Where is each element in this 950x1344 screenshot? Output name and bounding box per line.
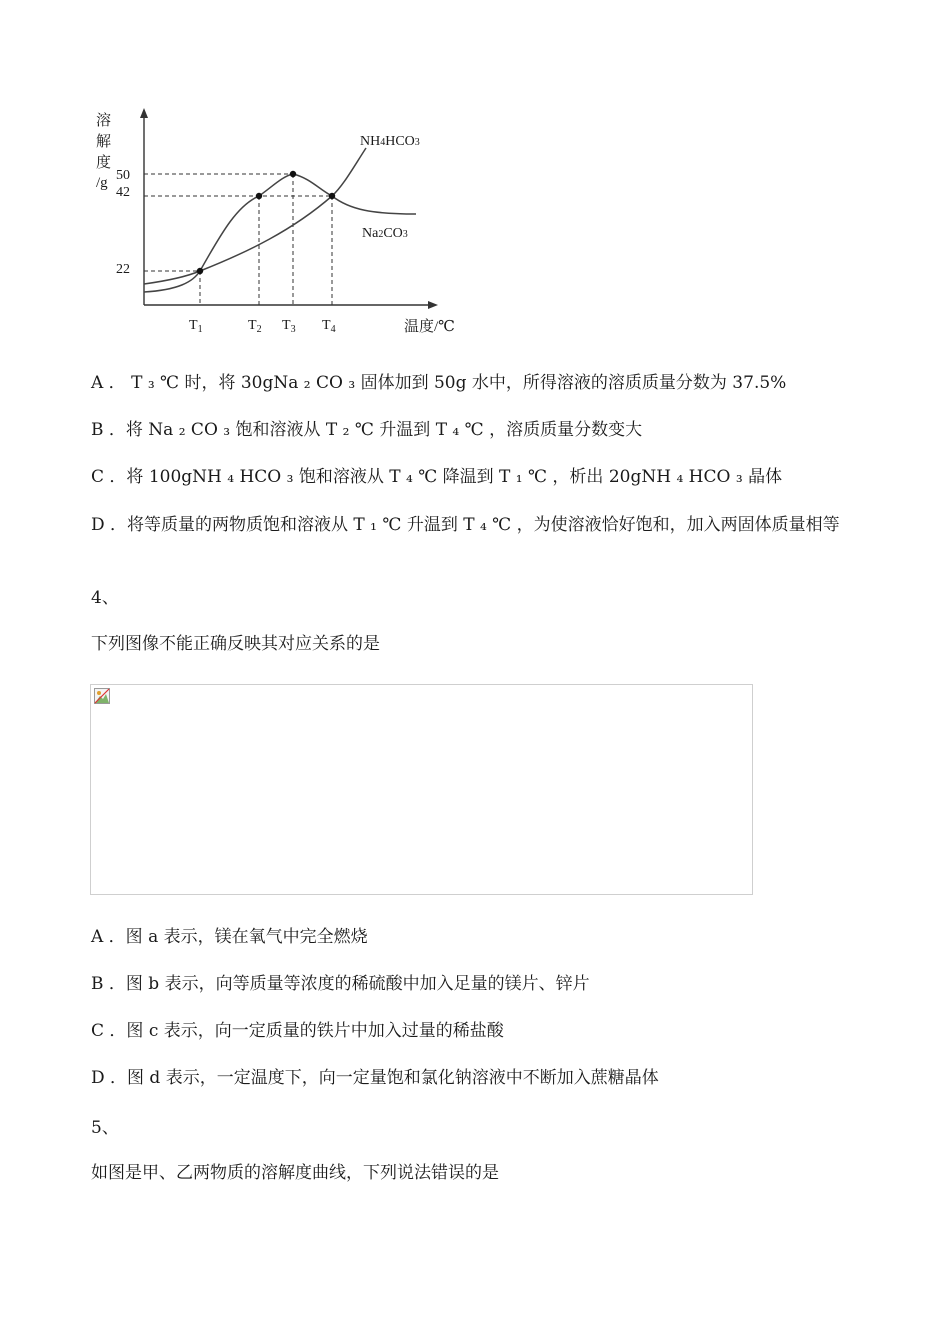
x-tick-t3: $T_3$ <box>282 318 296 335</box>
point-t4-42 <box>329 193 335 199</box>
q4-stem: 下列图像不能正确反映其对应关系的是 <box>91 634 380 654</box>
q4-option-a: A ．图 a 表示，镁在氧气中完全燃烧 <box>91 927 368 947</box>
x-axis-label: 温度/℃ <box>404 319 455 335</box>
sub-3b: 3 <box>402 229 408 240</box>
y-axis-arrow <box>140 108 148 118</box>
y-tick-42: 42 <box>116 185 130 200</box>
q5-number: 5、 <box>91 1118 119 1138</box>
x-tick-t3-sub: 3 <box>290 324 296 335</box>
q3-option-a: A ． T ₃ ℃ 时，将 30gNa ₂ CO ₃ 固体加到 50g 水中，所得溶液的溶质质量分数为 37.5% <box>91 373 787 393</box>
ylabel-char-3: 度 <box>96 155 112 171</box>
sub-3: 3 <box>414 137 420 148</box>
y-tick-50: 50 <box>116 168 130 183</box>
ylabel-char-4: /g <box>96 175 108 191</box>
q4-option-c: C ．图 c 表示，向一定质量的铁片中加入过量的稀盐酸 <box>91 1021 504 1041</box>
x-tick-t4: $T_4$ <box>322 318 336 335</box>
q4-figure-placeholder <box>90 684 753 895</box>
q4-number: 4、 <box>91 588 119 608</box>
x-tick-t1-sub: 1 <box>197 324 203 335</box>
ylabel-char-2: 解 <box>96 134 112 150</box>
x-tick-t2-sub: 2 <box>256 324 262 335</box>
x-tick-t1: $T_1$ <box>189 318 203 335</box>
q5-stem: 如图是甲、乙两物质的溶解度曲线，下列说法错误的是 <box>91 1163 499 1183</box>
x-tick-t4-sub: 4 <box>330 324 336 335</box>
x-axis-arrow <box>428 301 438 309</box>
q4-option-b: B ．图 b 表示，向等质量等浓度的稀硫酸中加入足量的镁片、锌片 <box>91 974 590 994</box>
guide-lines <box>144 174 332 305</box>
q3-option-c: C ．将 100gNH ₄ HCO ₃ 饱和溶液从 T ₄ ℃ 降温到 T ₁ ℃ ，析出 20gNH ₄ HCO ₃ 晶体 <box>91 467 783 487</box>
point-t2-42 <box>256 193 262 199</box>
series-label-nh4hco3: NH4HCO3 <box>360 134 420 149</box>
point-t1-22 <box>197 268 203 274</box>
solubility-chart-svg <box>88 100 468 340</box>
q3-option-b: B ．将 Na ₂ CO ₃ 饱和溶液从 T ₂ ℃ 升温到 T ₄ ℃ ，溶质质量分数变大 <box>91 420 643 440</box>
y-tick-22: 22 <box>116 262 130 277</box>
point-t3-50 <box>290 171 296 177</box>
ylabel-char-1: 溶 <box>96 113 112 129</box>
sub-4: 4 <box>380 137 386 148</box>
series-label-na2co3: Na2CO3 <box>362 226 408 241</box>
q4-option-d: D ．图 d 表示，一定温度下，向一定量饱和氯化钠溶液中不断加入蔗糖晶体 <box>91 1068 659 1088</box>
curve-nh4hco3 <box>144 148 366 284</box>
broken-image-icon <box>94 688 110 704</box>
x-tick-t2: $T_2$ <box>248 318 262 335</box>
q3-option-d: D ．将等质量的两物质饱和溶液从 T ₁ ℃ 升温到 T ₄ ℃ ，为使溶液恰好饱和，加入两固体质量相等 <box>91 515 840 535</box>
sub-2: 2 <box>378 229 384 240</box>
solubility-chart <box>88 100 468 340</box>
